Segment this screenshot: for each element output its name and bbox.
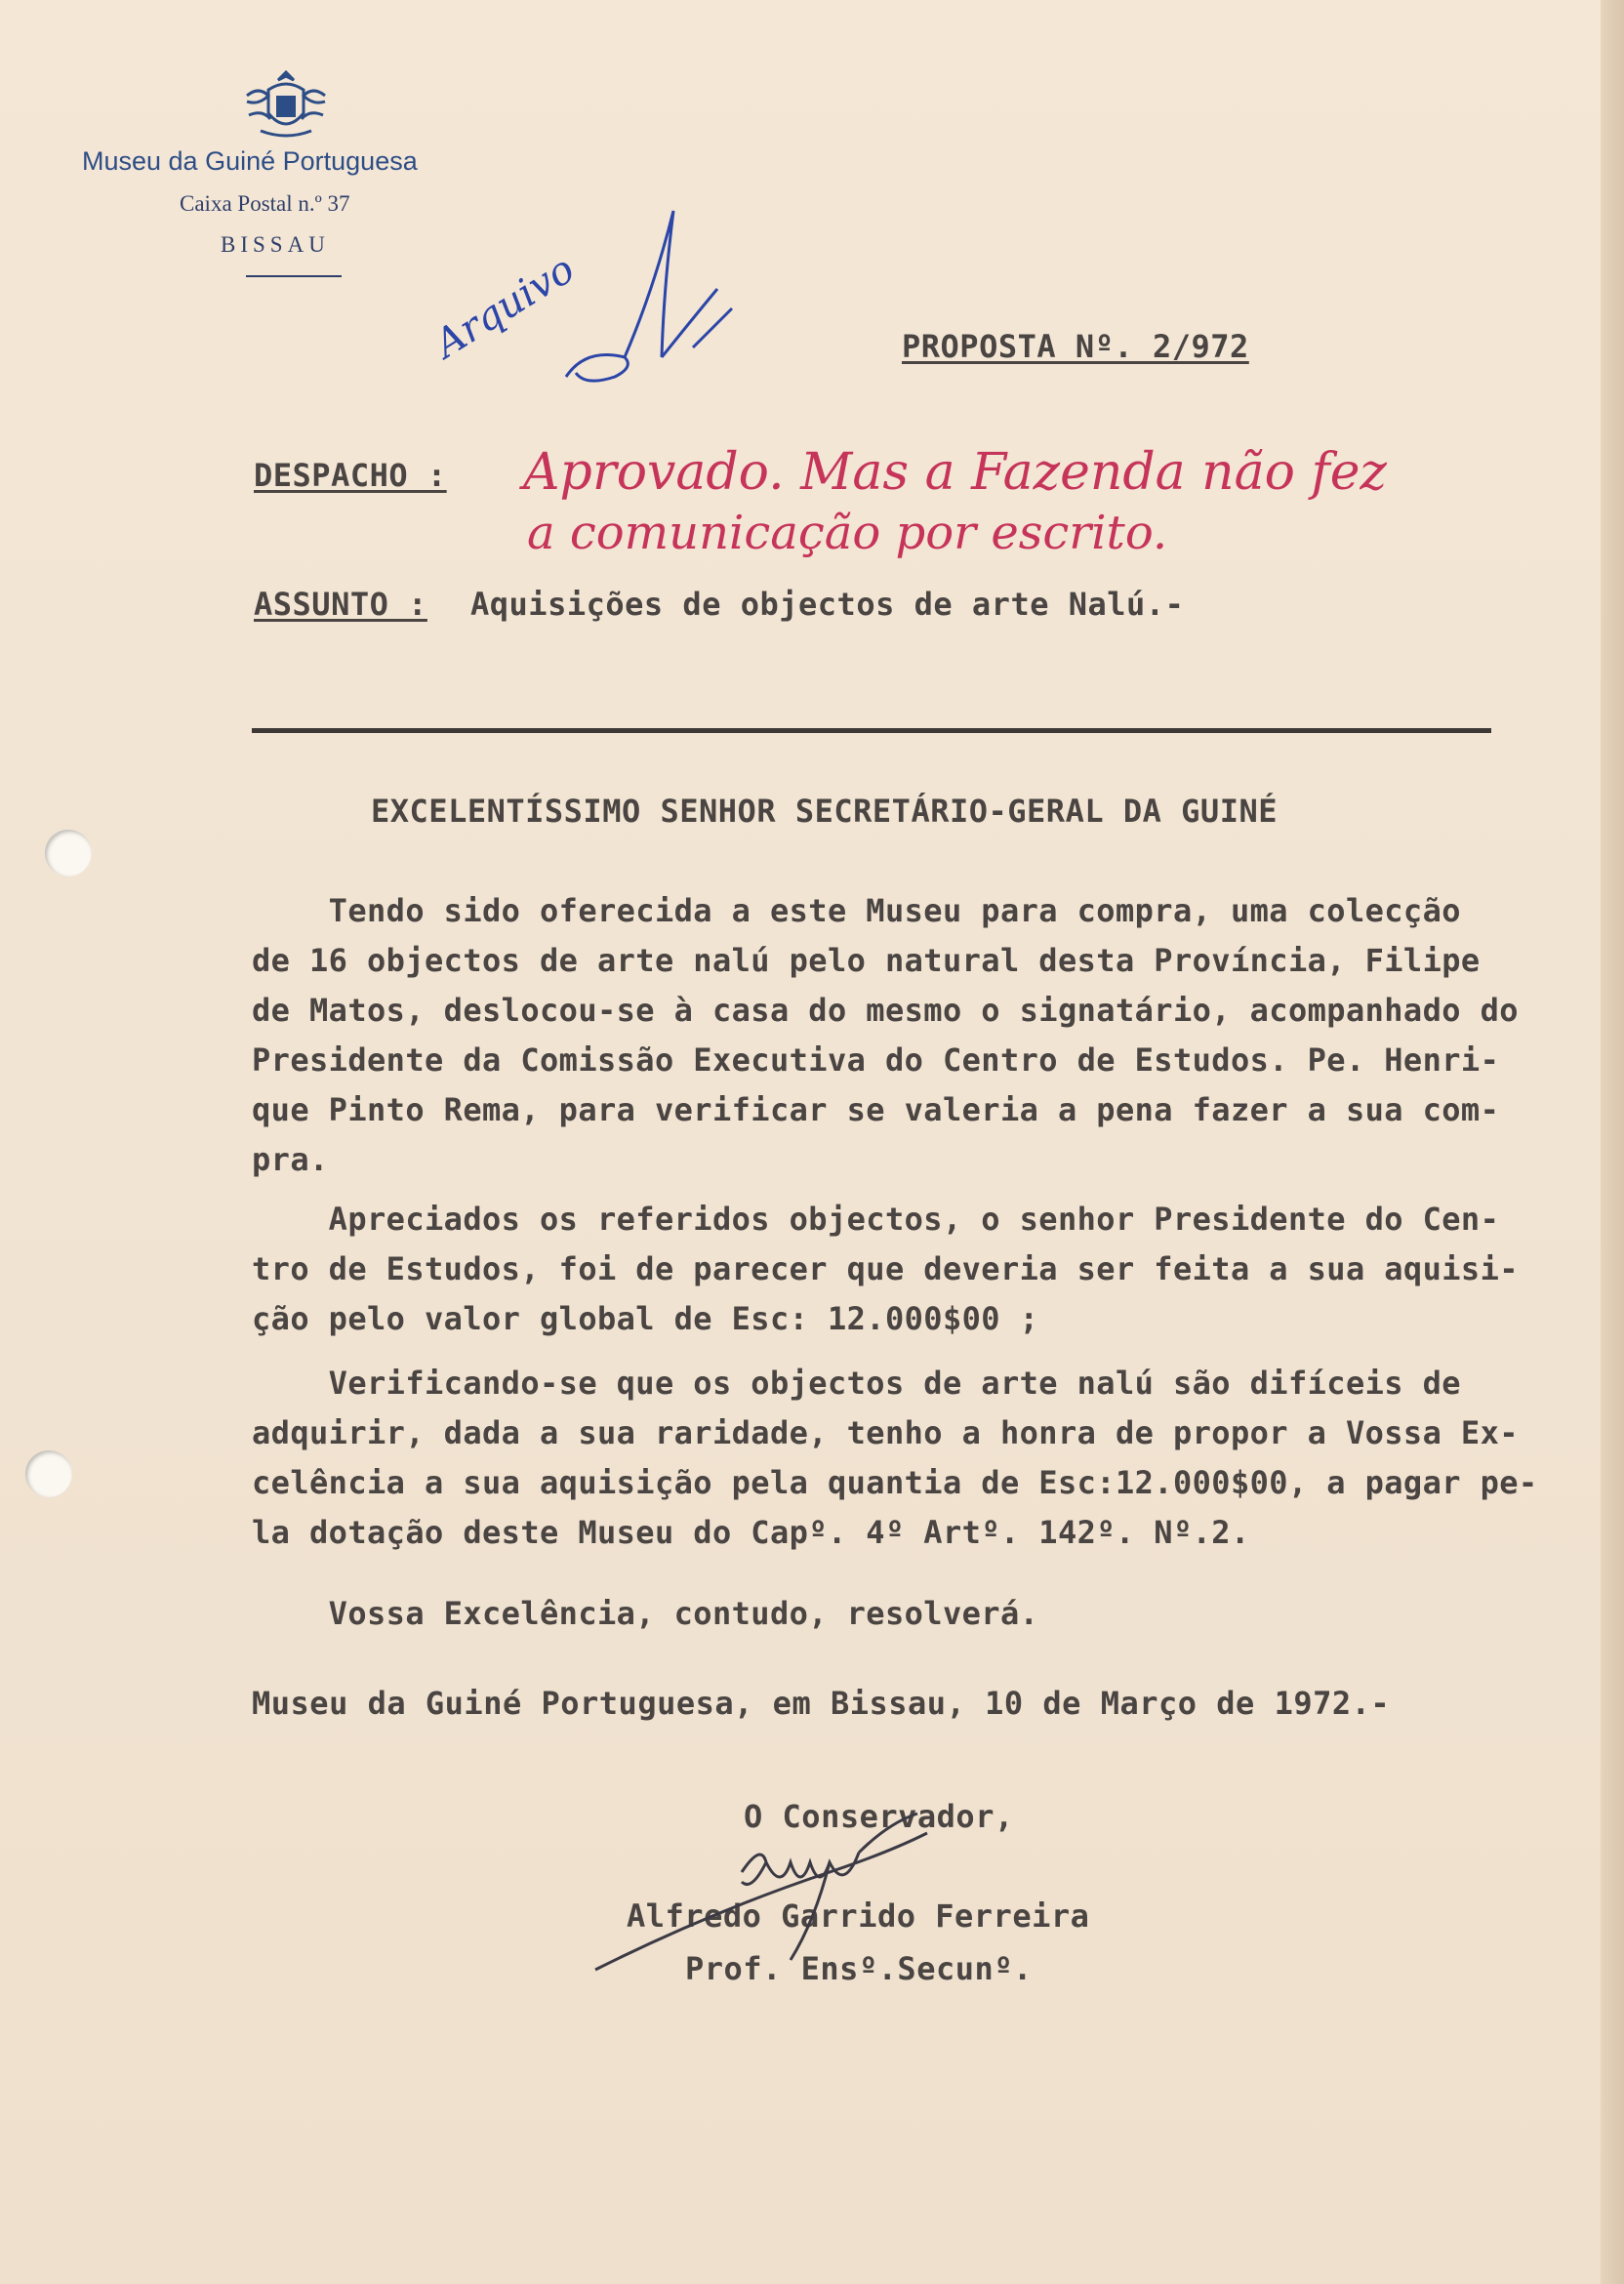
assunto-text: Aquisições de objectos de arte Nalú.- bbox=[470, 586, 1185, 623]
initials-blue-icon bbox=[547, 201, 761, 396]
salutation: EXCELENTÍSSIMO SENHOR SECRETÁRIO-GERAL DA GUINÉ bbox=[371, 793, 1278, 830]
archive-handwritten-note: Arquivo bbox=[426, 246, 583, 367]
paragraph-line: Verificando-se que os objectos de arte nalú são difíceis de bbox=[252, 1365, 1461, 1402]
city-name: BISSAU bbox=[221, 232, 330, 257]
paragraph-line: pra. bbox=[252, 1141, 329, 1178]
paragraph-line: adquirir, dada a sua raridade, tenho a honra de propor a Vossa Ex- bbox=[252, 1414, 1519, 1451]
paragraph-line: celência a sua aquisição pela quantia de Esc:12.000$00, a pagar pe- bbox=[252, 1464, 1538, 1501]
paragraph-line: que Pinto Rema, para verificar se valeria a pena fazer a sua com- bbox=[252, 1091, 1500, 1128]
paragraph-line: la dotação deste Museu do Capº. 4º Artº. 142º. Nº.2. bbox=[252, 1514, 1250, 1551]
approval-note-line2: a comunicação por escrito. bbox=[527, 506, 1168, 560]
place-date: Museu da Guiné Portuguesa, em Bissau, 10 de Março de 1972.- bbox=[252, 1685, 1391, 1722]
paragraph-line: Tendo sido oferecida a este Museu para compra, uma colecção bbox=[252, 892, 1461, 929]
signatory-position: Prof. Ensº.Secunº. bbox=[685, 1950, 1033, 1987]
separator-rule bbox=[252, 728, 1491, 733]
signature-title: O Conservador, bbox=[744, 1798, 1014, 1835]
paragraph-line: Apreciados os referidos objectos, o senhor Presidente do Cen- bbox=[252, 1201, 1500, 1238]
crest-emblem-icon bbox=[239, 66, 333, 143]
paragraph-line: Presidente da Comissão Executiva do Centro de Estudos. Pe. Henri- bbox=[252, 1041, 1500, 1079]
approval-note-line1: Aprovado. Mas a Fazenda não fez bbox=[523, 443, 1387, 502]
handwritten-signature-icon bbox=[595, 1804, 986, 1979]
body-paragraph-3 bbox=[252, 1359, 1538, 1558]
closing-line bbox=[252, 1589, 1038, 1639]
body-paragraph-2 bbox=[252, 1195, 1519, 1344]
paragraph-line: de Matos, deslocou-se à casa do mesmo o signatário, acompanhado do bbox=[252, 992, 1519, 1029]
institution-name: Museu da Guiné Portuguesa bbox=[82, 146, 418, 176]
punch-hole-top bbox=[45, 830, 92, 877]
punch-hole-bottom bbox=[25, 1450, 72, 1497]
paragraph-line: de 16 objectos de arte nalú pelo natural desta Província, Filipe bbox=[252, 942, 1481, 979]
closing-text: Vossa Excelência, contudo, resolverá. bbox=[252, 1595, 1039, 1632]
signatory-name: Alfredo Garrido Ferreira bbox=[627, 1897, 1090, 1935]
paragraph-line: tro de Estudos, foi de parecer que deveria ser feita a sua aquisi- bbox=[252, 1250, 1519, 1287]
proposal-number: PROPOSTA Nº. 2/972 bbox=[902, 328, 1249, 365]
despacho-label: DESPACHO : bbox=[254, 457, 447, 494]
body-paragraph-1 bbox=[252, 886, 1519, 1185]
page-edge bbox=[1601, 0, 1624, 2284]
assunto-label: ASSUNTO : bbox=[254, 586, 427, 623]
paragraph-line: ção pelo valor global de Esc: 12.000$00 ; bbox=[252, 1300, 1039, 1337]
letterhead-underline bbox=[246, 275, 342, 277]
postal-address: Caixa Postal n.º 37 bbox=[180, 191, 350, 216]
